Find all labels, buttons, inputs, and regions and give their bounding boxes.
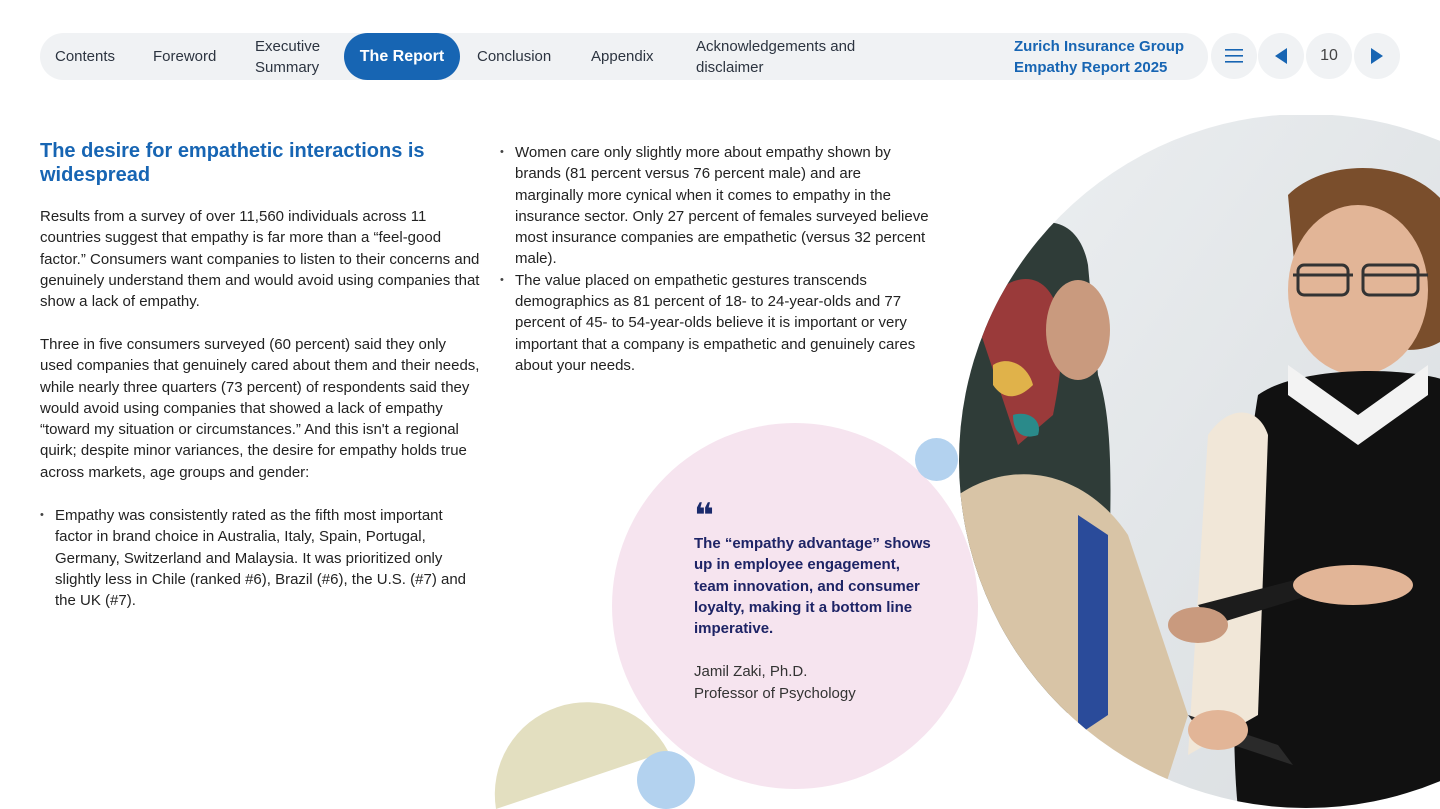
- page-number: 10: [1320, 47, 1338, 64]
- quote-author-role: Professor of Psychology: [694, 684, 856, 702]
- nav-item-foreword[interactable]: Foreword: [153, 48, 217, 65]
- pull-quote: [694, 497, 934, 704]
- previous-page-button[interactable]: [1258, 33, 1304, 79]
- list-item: • Empathy was consistently rated as the fifth most important factor in brand choice in Australia, Italy, Spain, Portugal, Germany, Switzerland and Malaysia. It was prioritized only slightly less in Chile (ranked #6), Brazil (#6), the U.S. (#7) and the UK (#7).: [40, 505, 480, 611]
- intro-paragraph: Results from a survey of over 11,560 individuals across 11 countries suggest that empathy is far more than a “feel-good factor.” Consumers want companies to listen to their concerns and genuinely understand them and would avoid using companies that show a lack of empathy.: [40, 208, 480, 311]
- right-bullet-list: [500, 142, 930, 376]
- hamburger-icon: [1225, 49, 1243, 63]
- report-brand[interactable]: [1014, 36, 1204, 78]
- brand-report-title: Empathy Report 2025: [1014, 59, 1168, 76]
- menu-button[interactable]: [1211, 33, 1257, 79]
- next-page-button[interactable]: [1354, 33, 1400, 79]
- nav-item-acknowledgements[interactable]: Acknowledgements and disclaimer: [696, 37, 856, 76]
- triangle-left-icon: [1274, 48, 1288, 64]
- nav-item-contents[interactable]: Contents: [55, 48, 116, 65]
- photo-two-women-with-tablet: [958, 115, 1440, 809]
- quote-author: Jamil Zaki, Ph.D.: [694, 663, 808, 681]
- list-item: • The value placed on empathetic gestures transcends demographics as 81 percent of 18- to 24-year-olds and 77 percent of 45- to 54-year-olds believe it is important or very important that a company is empathetic and genuinely cares about your needs.: [500, 270, 930, 376]
- section-heading: The desire for empathetic interactions is widespread: [40, 140, 425, 186]
- top-navigation: [40, 33, 1208, 80]
- decorative-dot: [637, 751, 695, 809]
- nav-item-the-report[interactable]: The Report: [344, 33, 460, 80]
- triangle-right-icon: [1370, 48, 1384, 64]
- left-bullet-list: [40, 505, 480, 611]
- nav-item-executive-summary[interactable]: Executive Summary: [255, 37, 321, 76]
- brand-company: Zurich Insurance Group: [1014, 38, 1185, 55]
- nav-item-conclusion[interactable]: Conclusion: [477, 48, 552, 65]
- quote-mark-icon: ❝: [694, 497, 714, 535]
- survey-paragraph: Three in five consumers surveyed (60 percent) said they only used companies that genuinely cared about them and their needs, while nearly three quarters (73 percent) of respondents said they would avoid using companies that showed a lack of empathy “toward my situation or circumstances.” And this isn't a regional quirk; despite minor variances, the desire for empathy holds true across markets, age groups and gender:: [40, 336, 480, 481]
- page-number-indicator: [1306, 33, 1352, 79]
- nav-item-appendix[interactable]: Appendix: [591, 48, 654, 65]
- list-item: • Women care only slightly more about empathy shown by brands (81 percent versus 76 percent male) and are marginally more cynical when it comes to empathy in the insurance sector. Only 27 percent of females surveyed believe most insurance companies are empathetic (versus 32 percent male).: [500, 142, 930, 270]
- decorative-dot: [915, 438, 958, 481]
- quote-text: The “empathy advantage” shows up in employee engagement, team innovation, and consumer loyalty, making it a bottom line imperative.: [694, 535, 931, 638]
